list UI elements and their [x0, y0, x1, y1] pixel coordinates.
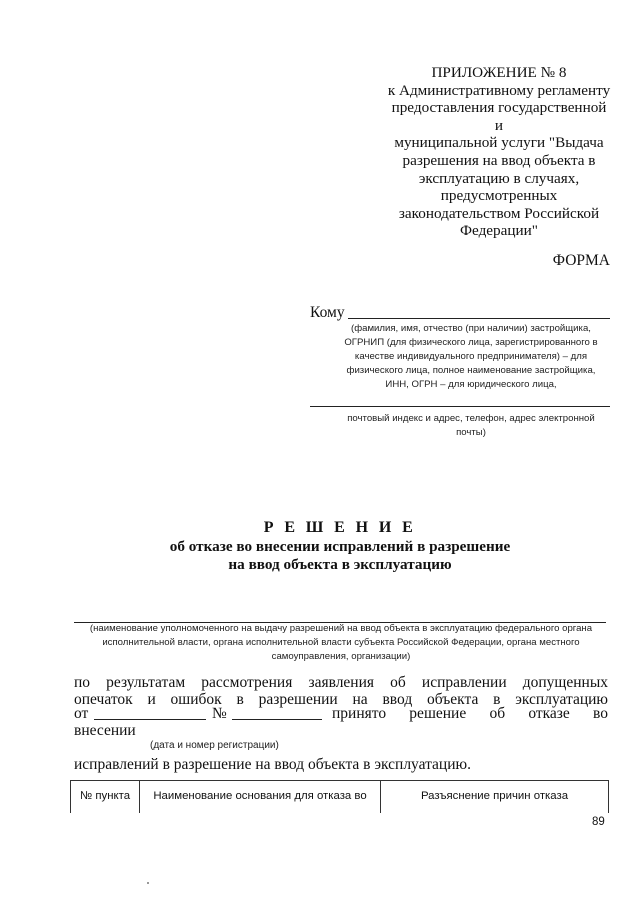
body-line: опечаток и ошибок в разрешении на ввод объекта в эксплуатацию	[74, 691, 608, 708]
hint-line: самоуправления, организации)	[271, 651, 411, 662]
reasons-table	[70, 780, 609, 813]
scan-speck	[147, 882, 149, 884]
decision-subtitle: на ввод объекта в эксплуатацию	[228, 556, 452, 573]
appendix-line: муниципальной услуги "Выдача	[394, 134, 604, 152]
table-header-cell: № пункта	[71, 781, 140, 813]
number-label: №	[212, 705, 227, 722]
body-line: принято решение об отказе во	[332, 705, 608, 722]
date-fill-line[interactable]	[94, 719, 206, 720]
appendix-line: законодательством Российской	[398, 204, 600, 222]
hint-line: (фамилия, имя, отчество (при наличии) застройщика,	[351, 323, 591, 334]
hint-line: ОГРНИП (для физического лица, зарегистрированного в	[344, 337, 598, 348]
body-line: внесении	[74, 722, 136, 739]
decision-title: Р Е Ш Е Н И Е	[263, 519, 417, 536]
hint-line: качестве индивидуального предпринимателя) – для	[354, 351, 588, 362]
appendix-line: предусмотренных	[440, 187, 558, 205]
appendix-line: эксплуатацию в случаях,	[418, 169, 580, 187]
hint-line: (наименование уполномоченного на выдачу разрешений на ввод объекта в эксплуатацию федерального органа	[89, 623, 593, 634]
body-line: по результатам рассмотрения заявления об исправлении допущенных	[74, 674, 608, 691]
table-header-cell: Наименование основания для отказа во	[140, 781, 381, 813]
form-label: ФОРМА	[552, 252, 610, 269]
appendix-line: к Административному регламенту	[387, 81, 611, 99]
number-fill-line[interactable]	[232, 719, 322, 720]
hint-line: почты)	[456, 427, 486, 438]
appendix-line: разрешения на ввод объекта в	[402, 151, 596, 169]
table-header-cell: Разъяснение причин отказа	[420, 790, 569, 802]
decision-title-block	[0, 518, 640, 574]
authority-hint	[74, 622, 608, 664]
hint-line: почтовый индекс и адрес, телефон, адрес электронной	[347, 413, 595, 424]
recipient-label: Кому	[310, 304, 345, 321]
page-number: 89	[592, 816, 605, 828]
hint-line: ИНН, ОГРН – для юридического лица,	[385, 379, 557, 390]
postal-fill-line[interactable]	[310, 406, 610, 407]
body-paragraph	[74, 674, 608, 708]
hint-line: физического лица, полное наименование застройщика,	[346, 365, 596, 376]
appendix-line: предоставления государственной и	[391, 99, 607, 134]
appendix-line: ПРИЛОЖЕНИЕ № 8	[431, 64, 567, 81]
appendix-line: Федерации"	[460, 222, 538, 240]
decision-subtitle: об отказе во внесении исправлений в разрешение	[169, 538, 511, 555]
recipient-fill-line[interactable]	[348, 318, 610, 319]
recipient-hint	[336, 322, 606, 392]
body-line: исправлений в разрешение на ввод объекта в эксплуатацию.	[74, 756, 471, 773]
date-from-label: от	[74, 705, 89, 722]
date-hint: (дата и номер регистрации)	[150, 740, 279, 751]
date-number-row	[74, 705, 608, 725]
hint-line: исполнительной власти, органа исполнительной власти субъекта Российской Федерации, органа местного	[102, 637, 580, 648]
appendix-header	[386, 64, 612, 240]
postal-hint	[336, 412, 606, 440]
recipient-row	[310, 304, 610, 324]
